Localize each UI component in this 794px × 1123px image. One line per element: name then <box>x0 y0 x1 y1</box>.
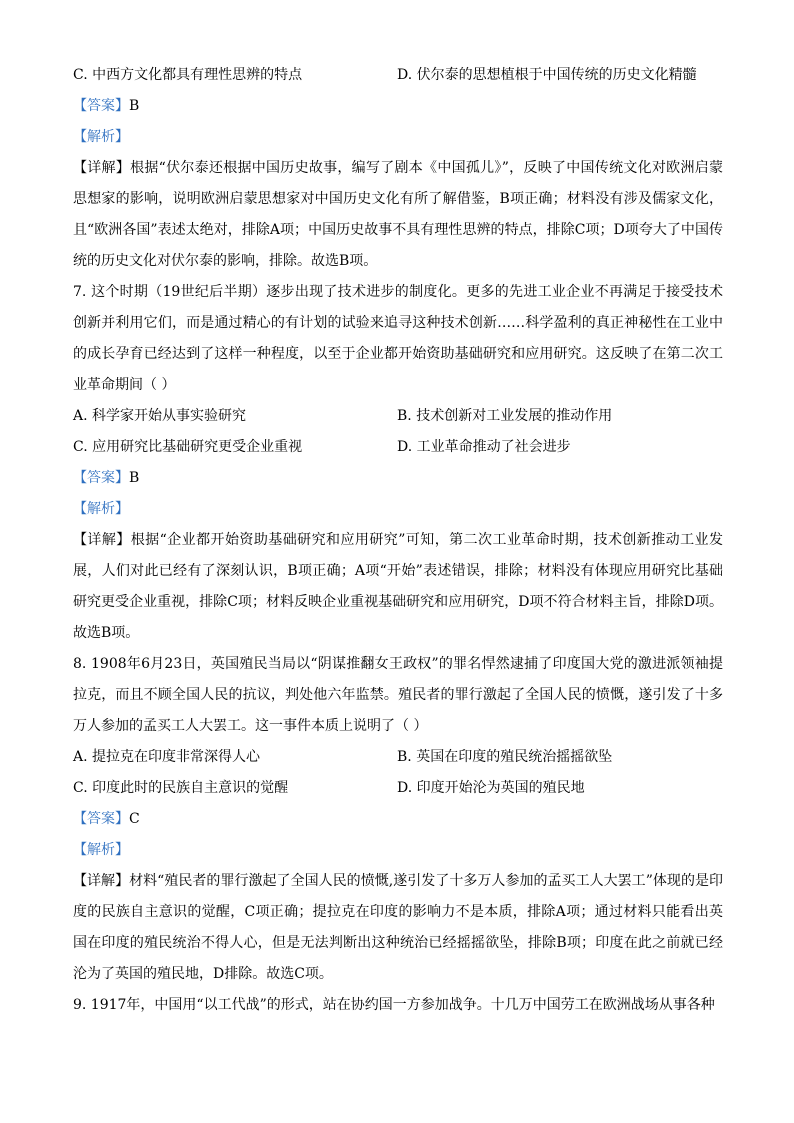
exam-page <box>73 60 723 1021</box>
q7-detail <box>73 525 723 649</box>
q8-stem: 8. 1908年6月23日，英国殖民当局以“阴谋推翻女王政权”的罪名悍然逮捕了印度国大党的激进派领袖提拉克，而且不顾全国人民的抗议，判处他六年监禁。殖民者的罪行激起了全国人民的愤慨，遂引发了十多万人参加的孟买工人大罢工。这一事件本质上说明了（ ） <box>73 656 723 734</box>
q6-detail <box>73 153 723 277</box>
answer-value: B <box>129 470 140 486</box>
q7-options-row-1 <box>73 401 723 432</box>
detail-text: 根据“伏尔泰还根据中国历史故事，编写了剧本《中国孤儿》”，反映了中国传统文化对欧洲启蒙思想家的影响，说明欧洲启蒙思想家对中国历史文化有所了解借鉴，B项正确；材料没有涉及儒家文化，且“欧洲各国”表述太绝对，排除A项；中国历史故事不具有理性思辨的特点，排除C项；D项夸大了中国传统的历史文化对伏尔泰的影响，排除。故选B项。 <box>73 160 724 269</box>
q7-stem: 7. 这个时期（19世纪后半期）逐步出现了技术进步的制度化。更多的先进工业企业不再满足于接受技术创新并利用它们，而是通过精心的有计划的试验来追寻这种技术创新……科学盈利的真正神秘性在工业中的成长孕育已经达到了这样一种程度，以至于企业都开始资助基础研究和应用研究。这反映了在第二次工业革命期间（ ） <box>73 284 723 393</box>
detail-tag: 【详解】 <box>73 532 131 548</box>
q6-analysis <box>73 122 723 153</box>
q7-analysis <box>73 494 723 525</box>
q8-option-c: C. 印度此时的民族自主意识的觉醒 <box>73 780 289 796</box>
detail-text: 材料“殖民者的罪行激起了全国人民的愤慨,遂引发了十多万人参加的孟买工人大罢工”体现的是印度的民族自主意识的觉醒，C项正确；提拉克在印度的影响力不是本质，排除A项；通过材料只能看出英国在印度的殖民统治不得人心，但是无法判断出这种统治已经摇摇欲坠，排除B项；印度在此之前就已经沦为了英国的殖民地，D排除。故选C项。 <box>73 873 724 982</box>
q8-detail <box>73 866 723 990</box>
q8-options-row-2 <box>73 773 723 804</box>
q8-answer <box>73 804 723 835</box>
q7-answer <box>73 463 723 494</box>
answer-value: B <box>129 98 140 114</box>
q7-option-d: D. 工业革命推动了社会进步 <box>397 439 571 455</box>
q6-option-d: D. 伏尔泰的思想植根于中国传统的历史文化精髓 <box>397 67 697 83</box>
answer-tag: 【答案】 <box>73 98 129 114</box>
q6-answer <box>73 91 723 122</box>
analysis-tag: 【解析】 <box>73 129 129 145</box>
analysis-tag: 【解析】 <box>73 842 129 858</box>
q7-option-c: C. 应用研究比基础研究更受企业重视 <box>73 439 303 455</box>
q8-option-d: D. 印度开始沦为英国的殖民地 <box>397 780 585 796</box>
q6-options-row-2 <box>73 60 723 91</box>
q8-options-row-1 <box>73 742 723 773</box>
answer-tag: 【答案】 <box>73 811 129 827</box>
q6-option-c: C. 中西方文化都具有理性思辨的特点 <box>73 67 303 83</box>
q8-option-b: B. 英国在印度的殖民统治摇摇欲坠 <box>397 749 613 765</box>
answer-value: C <box>129 811 140 827</box>
q7-option-a: A. 科学家开始从事实验研究 <box>73 408 247 424</box>
q8-option-a: A. 提拉克在印度非常深得人心 <box>73 749 261 765</box>
q8-analysis <box>73 835 723 866</box>
detail-tag: 【详解】 <box>73 873 130 889</box>
detail-text: 根据“企业都开始资助基础研究和应用研究”可知，第二次工业革命时期，技术创新推动工业发展，人们对此已经有了深刻认识，B项正确；A项“开始”表述错误，排除；材料没有体现应用研究比基础研究更受企业重视，排除C项；材料反映企业重视基础研究和应用研究，D项不符合材料主旨，排除D项。故选B项。 <box>73 532 723 641</box>
answer-tag: 【答案】 <box>73 470 129 486</box>
q7-option-b: B. 技术创新对工业发展的推动作用 <box>397 408 613 424</box>
q9-stem: 9. 1917年，中国用“以工代战”的形式，站在协约国一方参加战争。十几万中国劳工在欧洲战场从事各种 <box>73 997 715 1013</box>
q7-options-row-2 <box>73 432 723 463</box>
detail-tag: 【详解】 <box>73 160 131 176</box>
analysis-tag: 【解析】 <box>73 501 129 517</box>
